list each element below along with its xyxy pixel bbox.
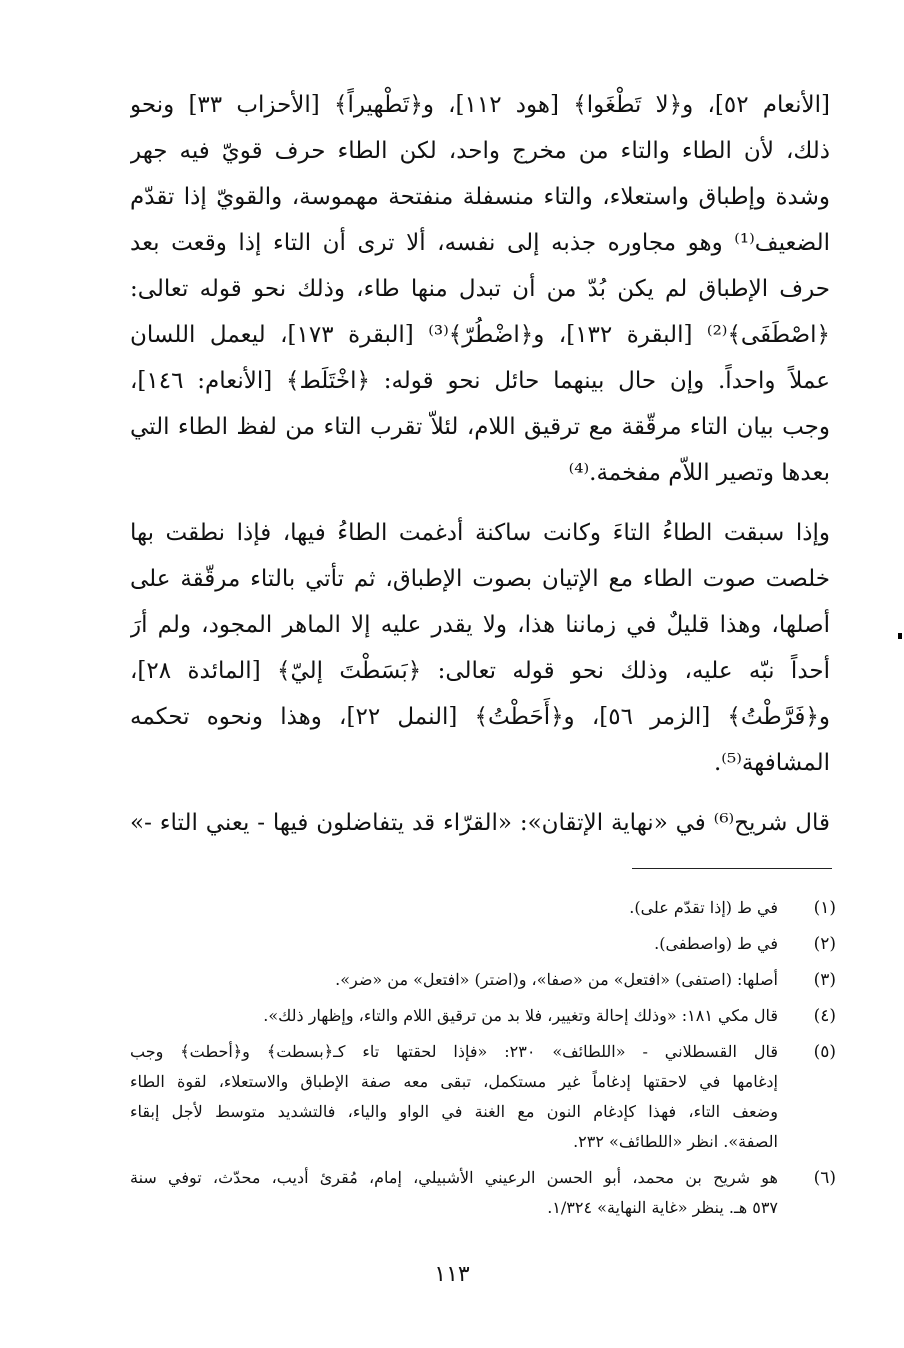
footnote-text: في ط (إذا تقدّم على). — [629, 898, 778, 917]
footnote-1 — [130, 893, 836, 923]
footnote-text: أصلها: (اصتفى) «افتعل» من «صفا»، و(اضتر) «افتعل» من «ضر». — [335, 970, 778, 989]
footnote-text: قال القسطلاني - «اللطائف» ٢٣٠: «فإذا لحقتها تاء كـ﴿بسطت﴾ و﴿أحطت﴾ وجب — [130, 1042, 778, 1061]
text-line: قال شريح⁽⁶⁾ في «نهاية الإتقان»: «القرّاء قد يتفاضلون فيها - يعني التاء -» — [130, 810, 830, 836]
page-number: ١١٣ — [434, 1262, 470, 1287]
footnote-separator — [632, 868, 832, 869]
footnote-5 — [130, 1037, 836, 1157]
text-line: خلصت صوت الطاء مع الإتيان بصوت الإطباق، ثم تأتي بالتاء مرقّقة على — [130, 566, 830, 592]
footnote-3 — [130, 965, 836, 995]
footnote-number: (٣) — [813, 970, 836, 990]
text-line: ذلك، لأن الطاء والتاء من مخرج واحد، لكن الطاء حرف قويّ فيه جهر — [130, 138, 830, 164]
footnote-6 — [130, 1163, 836, 1223]
footnote-number: (٥) — [813, 1042, 836, 1062]
text-line: ﴿اصْطَفَى﴾⁽²⁾ [البقرة ١٣٢]، و﴿اضْطُرّ﴾⁽³⁾ [البقرة ١٧٣]، ليعمل اللسان — [130, 322, 830, 348]
text-line: أصلها، وهذا قليلٌ في زماننا هذا، ولا يقدر عليه إلا الماهر المجود، ولم أرَ — [130, 612, 830, 638]
text-line: الضعيف⁽¹⁾ وهو مجاوره جذبه إلى نفسه، ألا ترى أن التاء إذا وقعت بعد — [130, 230, 830, 256]
scan-mark — [898, 633, 902, 639]
footnote-text: قال مكي ١٨١: «وذلك إحالة وتغيير، فلا بد من ترقيق اللام والتاء، وإظهار ذلك». — [263, 1006, 778, 1025]
footnotes — [130, 893, 836, 1229]
text-line: وشدة وإطباق واستعلاء، والتاء منسفلة منفتحة مهموسة، والقويّ إذا تقدّم — [130, 184, 830, 210]
text-line: وجب بيان التاء مرقّقة مع ترقيق اللام، لئلاّ تقرب التاء من لفظ الطاء التي — [130, 414, 830, 440]
text-line: المشافهة⁽⁵⁾. — [714, 750, 830, 776]
footnote-text: هو شريح بن محمد، أبو الحسن الرعيني الأشبيلي، إمام، مُقرئ أديب، محدّث، توفي سنة — [130, 1168, 778, 1187]
text-line: حرف الإطباق لم يكن بُدّ من أن تبدل منها طاء، وذلك نحو قوله تعالى: — [130, 276, 830, 302]
footnote-number: (٤) — [813, 1006, 836, 1026]
footnote-2 — [130, 929, 836, 959]
text-line: عملاً واحداً. وإن حال بينهما حائل نحو قوله: ﴿اخْتَلَط﴾ [الأنعام: ١٤٦]، — [130, 368, 830, 394]
footnote-number: (١) — [813, 898, 836, 918]
text-line: أحداً نبّه عليه، وذلك نحو قوله تعالى: ﴿بَسَطْتَ إليّ﴾ [المائدة ٢٨]، — [130, 658, 830, 684]
paragraph-1 — [130, 82, 830, 496]
text-line: [الأنعام ٥٢]، و﴿لا تَطْغَوا﴾ [هود ١١٢]، و﴿تَطْهيراً﴾ [الأحزاب ٣٣] ونحو — [130, 92, 830, 118]
footnote-text: في ط (واصطفى). — [654, 934, 778, 953]
footnote-number: (٢) — [813, 934, 836, 954]
paragraph-2 — [130, 510, 830, 786]
text-line: وإذا سبقت الطاءُ التاءَ وكانت ساكنة أدغمت الطاءُ فيها، فإذا نطقت بها — [130, 520, 830, 546]
footnote-text: إدغامها في لاحقتها إدغاماً غير مستكمل، تبقى معه صفة الإطباق والاستعلاء، لقوة الطاء — [130, 1072, 778, 1091]
footnote-text: وضعف التاء، فهذا كإدغام النون مع الغنة في الواو والياء، فالتشديد متوسط لأجل إبقاء — [130, 1102, 778, 1121]
footnote-4 — [130, 1001, 836, 1031]
paragraph-3 — [130, 800, 830, 846]
text-line: بعدها وتصير اللاّم مفخمة.⁽⁴⁾ — [568, 460, 830, 486]
footnote-text: ٥٣٧ هـ. ينظر «غاية النهاية» ١/٣٢٤. — [547, 1198, 778, 1217]
text-line: و﴿فَرَّطْتُ﴾ [الزمر ٥٦]، و﴿أَحَطْتُ﴾ [النمل ٢٢]، وهذا ونحوه تحكمه — [130, 704, 830, 730]
footnote-text: الصفة». انظر «اللطائف» ٢٣٢. — [573, 1132, 778, 1151]
footnote-number: (٦) — [813, 1168, 836, 1188]
